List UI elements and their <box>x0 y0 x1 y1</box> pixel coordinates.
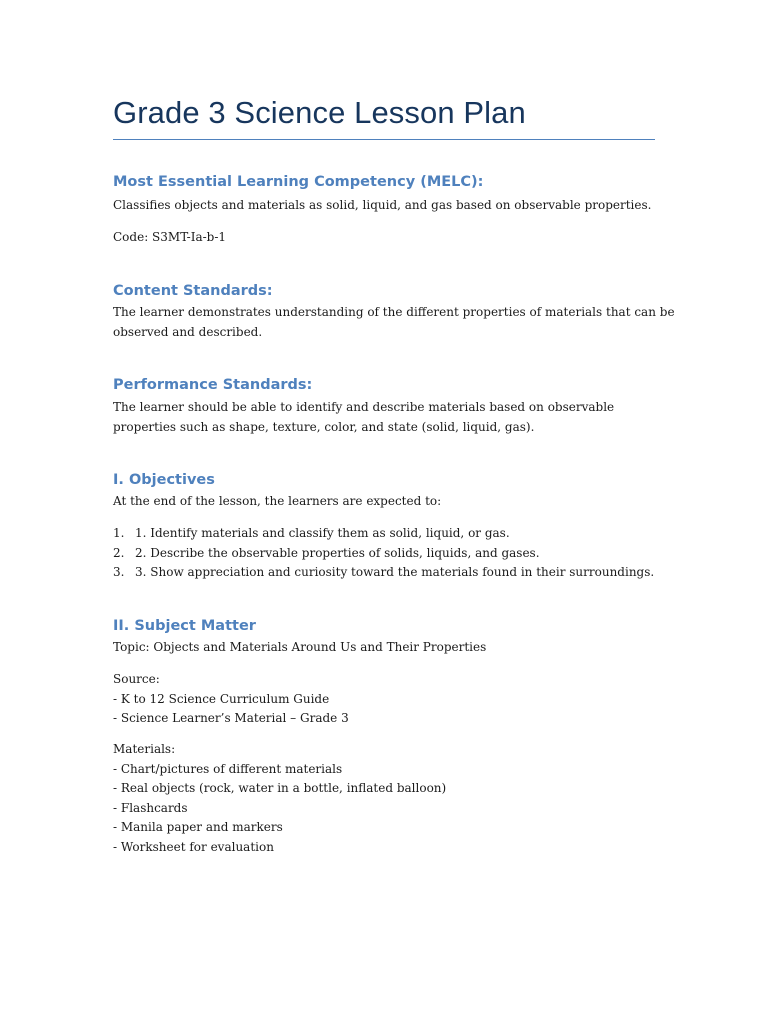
title-divider <box>113 139 655 140</box>
melc-text-line: Classifies objects and materials as solid, liquid, and gas based on observable properties. <box>113 198 652 212</box>
objective-item <box>113 563 673 583</box>
objective-number: 3. <box>113 565 125 579</box>
document-title: Grade 3 Science Lesson Plan <box>113 95 526 130</box>
subject-matter-materials <box>113 740 655 857</box>
materials-line: - Manila paper and markers <box>113 820 283 834</box>
content-standards-heading: Content Standards: <box>113 283 273 299</box>
melc-heading: Most Essential Learning Competency (MELC): <box>113 174 484 190</box>
materials-line: - Chart/pictures of different materials <box>113 761 343 776</box>
materials-line: - Real objects (rock, water in a bottle, inflated balloon) <box>113 781 447 795</box>
content-standards-line: The learner demonstrates understanding of the different properties of materials that can be <box>113 305 675 319</box>
content-standards-line: observed and described. <box>113 324 263 339</box>
materials-line: - Flashcards <box>113 800 188 815</box>
subject-matter-heading: II. Subject Matter <box>113 618 256 634</box>
subject-matter-topic <box>113 638 655 658</box>
subject-matter-source <box>113 670 655 729</box>
performance-standards-text <box>113 398 655 437</box>
objective-text: 1. Identify materials and classify them as solid, liquid, or gas. <box>135 526 510 540</box>
melc-code <box>113 228 655 248</box>
objectives-intro-line: At the end of the lesson, the learners are expected to: <box>113 494 442 508</box>
performance-standards-heading: Performance Standards: <box>113 377 313 393</box>
objectives-list <box>113 524 673 583</box>
source-line: - Science Learner’s Material – Grade 3 <box>113 711 349 725</box>
objective-number: 1. <box>113 526 125 540</box>
objective-text: 2. Describe the observable properties of solids, liquids, and gases. <box>135 545 540 560</box>
objective-item <box>113 544 673 564</box>
materials-line: Materials: <box>113 742 176 756</box>
objectives-heading: I. Objectives <box>113 472 215 488</box>
melc-text <box>113 196 655 216</box>
melc-code-line: Code: S3MT-Ia-b-1 <box>113 230 227 244</box>
objective-item <box>113 524 673 544</box>
objectives-intro <box>113 492 655 512</box>
objective-text: 3. Show appreciation and curiosity toward the materials found in their surroundings. <box>135 565 655 579</box>
source-line: Source: <box>113 672 160 686</box>
source-line: - K to 12 Science Curriculum Guide <box>113 691 330 706</box>
topic-line: Topic: Objects and Materials Around Us and Their Properties <box>113 640 487 654</box>
content-standards-text <box>113 303 675 342</box>
materials-line: - Worksheet for evaluation <box>113 839 274 854</box>
performance-standards-line: The learner should be able to identify and describe materials based on observable <box>113 400 615 414</box>
performance-standards-line: properties such as shape, texture, color, and state (solid, liquid, gas). <box>113 419 535 434</box>
objective-number: 2. <box>113 545 125 560</box>
